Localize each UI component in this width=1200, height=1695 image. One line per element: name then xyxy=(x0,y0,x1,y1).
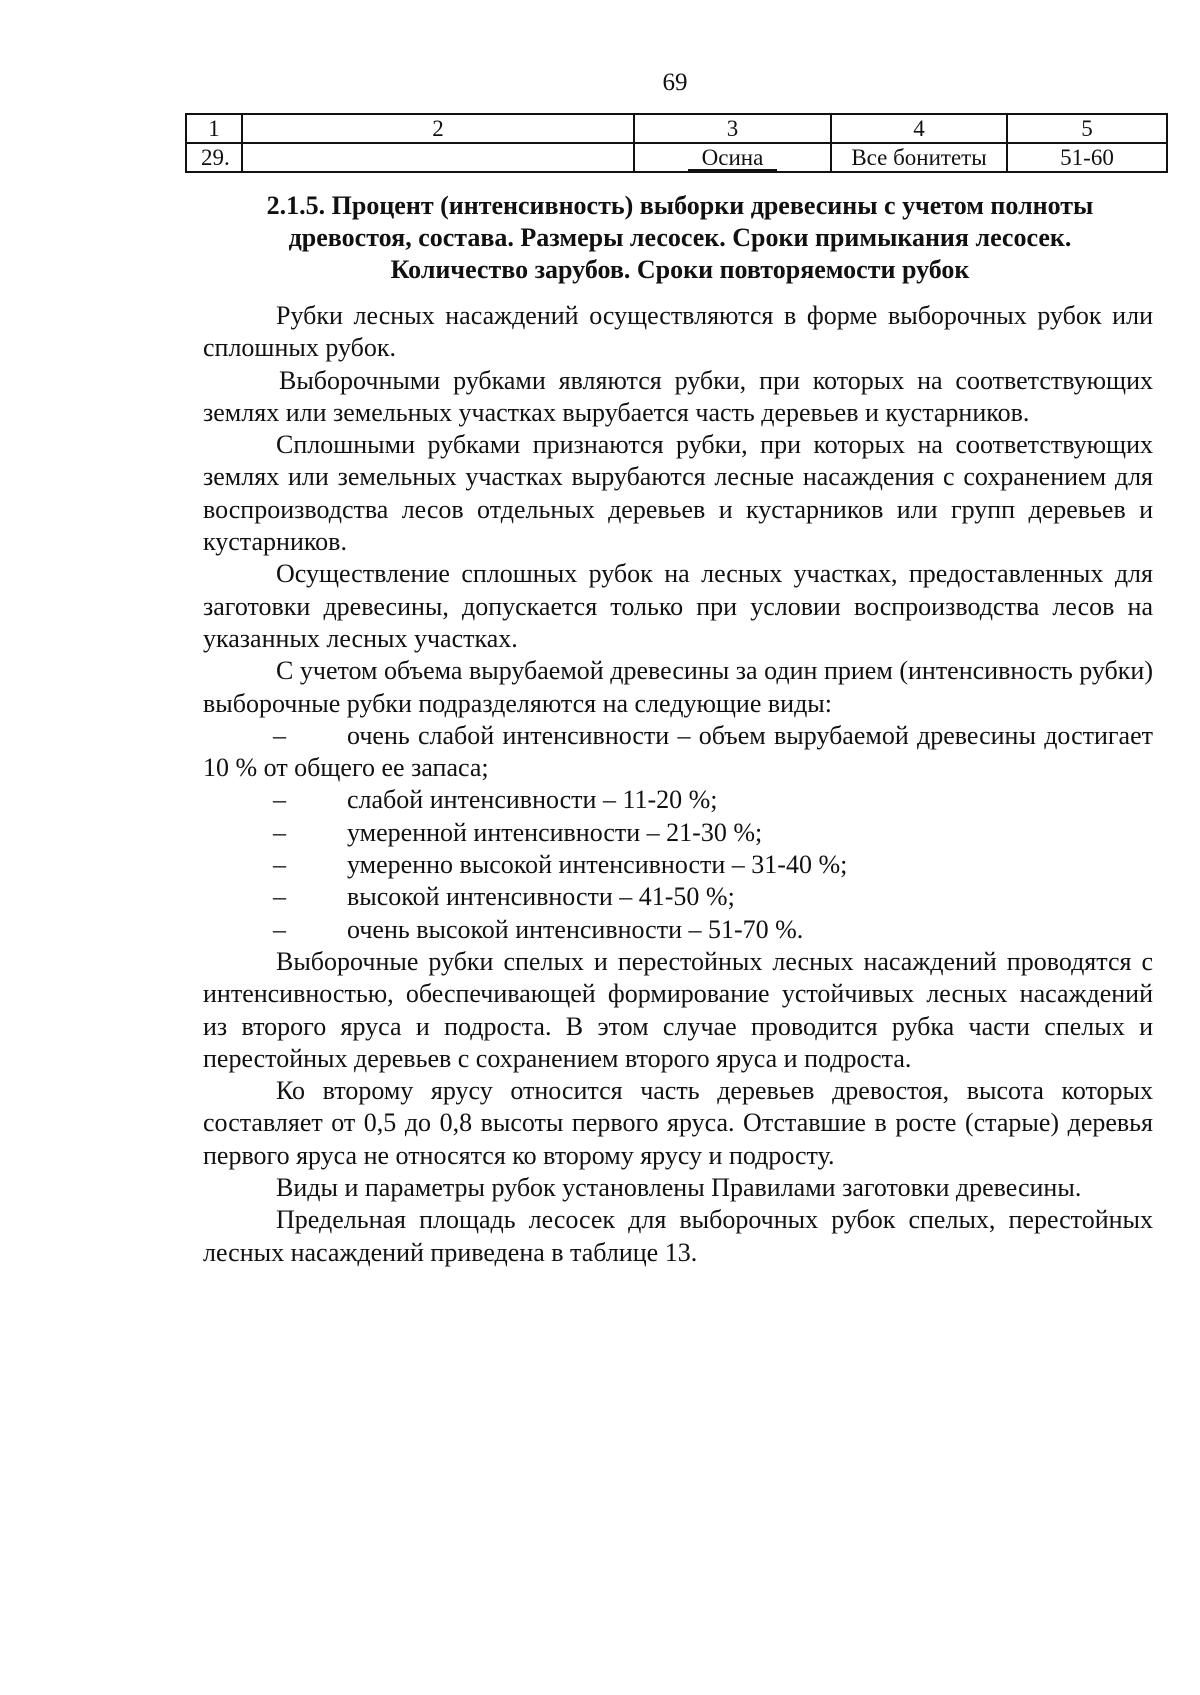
table-cell: 51-60 xyxy=(1007,143,1167,172)
table-header-row xyxy=(186,114,1167,143)
table-cell xyxy=(242,143,634,172)
list-item xyxy=(203,784,1153,816)
list-dash: – xyxy=(273,785,286,815)
list-item xyxy=(203,817,1153,849)
body-text xyxy=(203,300,1153,1269)
paragraph: Сплошными рубками признаются рубки, при которых на соответствующих землях или земельных участках вырубаются лесные насаждения с сохранением для воспроизводства лесов отдельных деревьев и кустарников или групп деревьев и кустарников. xyxy=(203,430,1153,557)
list-item xyxy=(203,849,1153,881)
paragraph: Осуществление сплошных рубок на лесных участках, предоставленных для заготовки древесины, допускается только при условии воспроизводства лесов на указанных лесных участках. xyxy=(203,559,1153,653)
page-number: 69 xyxy=(662,69,688,96)
heading-line: древостоя, состава. Размеры лесосек. Сроки примыкания лесосек. xyxy=(288,223,1072,252)
paragraph: Виды и параметры рубок установлены Правилами заготовки древесины. xyxy=(276,1173,1082,1203)
continuation-table xyxy=(185,113,1168,173)
list-item-text: умеренной интенсивности – 21-30 %; xyxy=(347,817,763,847)
section-heading xyxy=(200,190,1160,286)
list-item xyxy=(203,881,1153,913)
heading-line: 2.1.5. Процент (интенсивность) выборки древесины с учетом полноты xyxy=(266,191,1094,220)
list-item-text: умеренно высокой интенсивности – 31-40 %; xyxy=(347,850,848,880)
paragraph: Выборочными рубками являются рубки, при которых на соответствующих землях или земельных участках вырубается часть деревьев и кустарников. xyxy=(203,365,1153,427)
paragraph: Ко второму ярусу относится часть деревьев древостоя, высота которых составляет от 0,5 до 0,8 высоты первого яруса. Отставшие в росте (старые) деревья первого яруса не относятся ко второму ярусу и подросту. xyxy=(203,1076,1153,1170)
table-header-cell: 1 xyxy=(186,114,242,143)
list-item-text: очень слабой интенсивности – объем вырубаемой древесины достигает 10 % от общего ее запаса; xyxy=(203,720,1153,783)
list-item xyxy=(203,914,1153,946)
table-cell: 29. xyxy=(186,143,242,172)
list-dash: – xyxy=(273,914,286,944)
list-item xyxy=(203,720,1153,785)
list-dash: – xyxy=(273,850,286,880)
list-dash: – xyxy=(273,882,286,912)
list-item-text: очень высокой интенсивности – 51-70 %. xyxy=(347,914,804,944)
list-item-text: слабой интенсивности – 11-20 %; xyxy=(347,785,718,815)
table-header-cell: 4 xyxy=(831,114,1007,143)
heading-line: Количество зарубов. Сроки повторяемости рубок xyxy=(390,255,970,284)
table-cell: Все бонитеты xyxy=(831,143,1007,172)
table-header-cell: 3 xyxy=(634,114,831,143)
paragraph: Выборочные рубки спелых и перестойных лесных насаждений проводятся с интенсивностью, обеспечивающей формирование устойчивых лесных насаждений из второго яруса и подроста. В этом случае проводится рубка части спелых и перестойных деревьев с сохранением второго яруса и подроста. xyxy=(203,946,1153,1073)
paragraph: Предельная площадь лесосек для выборочных рубок спелых, перестойных лесных насаждений приведена в таблице 13. xyxy=(203,1205,1153,1267)
table-cell xyxy=(634,143,831,172)
list-item-text: высокой интенсивности – 41-50 %; xyxy=(347,882,735,912)
paragraph: С учетом объема вырубаемой древесины за один прием (интенсивность рубки) выборочные рубки подразделяются на следующие виды: xyxy=(203,656,1153,718)
table-row xyxy=(186,143,1167,172)
list-dash: – xyxy=(273,720,286,750)
table-header-cell: 2 xyxy=(242,114,634,143)
table-header-cell: 5 xyxy=(1007,114,1167,143)
list-dash: – xyxy=(273,817,286,847)
table-cell-text: Осина xyxy=(688,147,778,171)
paragraph: Рубки лесных насаждений осуществляются в форме выборочных рубок или сплошных рубок. xyxy=(203,301,1153,363)
